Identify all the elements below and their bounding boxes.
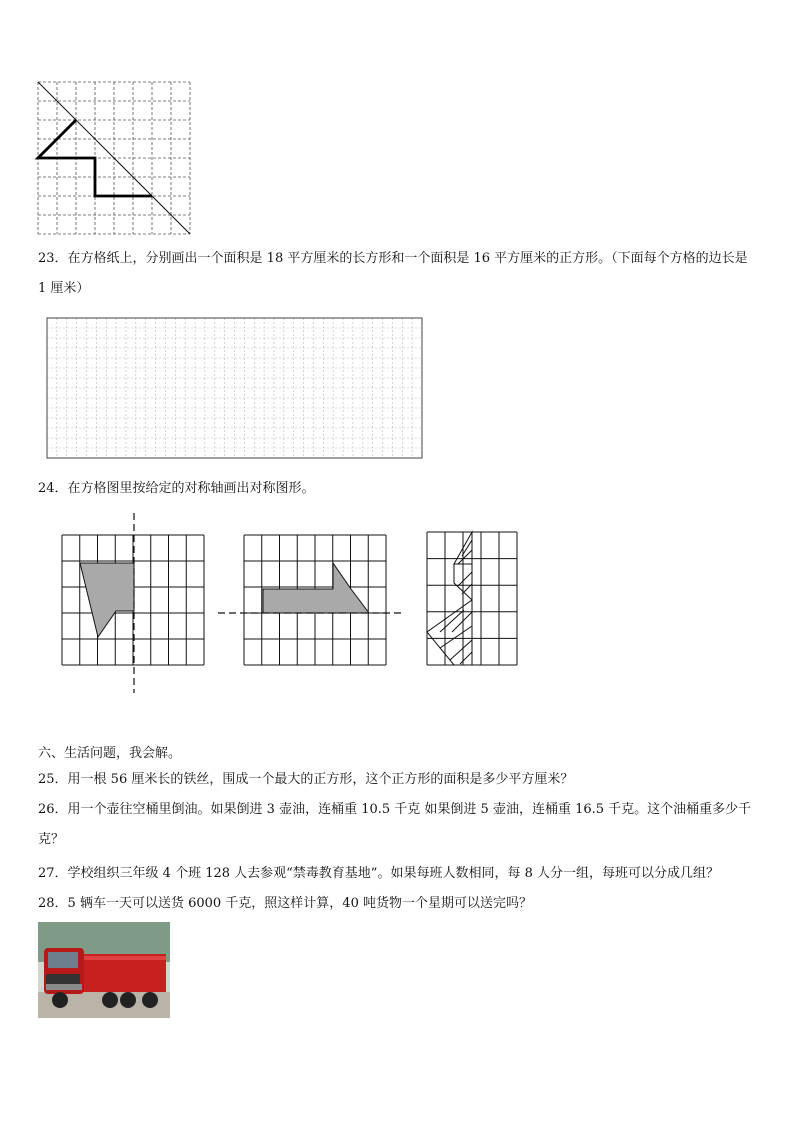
question-28: 28．5 辆车一天可以送货 6000 千克，照这样计算，40 吨货物一个星期可以送完吗？ [38, 896, 532, 911]
grid2-shaded-shape [263, 563, 369, 613]
question-25: 25．用一根 56 厘米长的铁丝，围成一个最大的正方形，这个正方形的面积是多少平方厘米？ [38, 772, 574, 787]
section-6-heading: 六、生活问题，我会解。 [38, 746, 182, 761]
question-24: 24．在方格图里按给定的对称轴画出对称图形。 [38, 481, 315, 496]
question-26: 26．用一个壶往空桶里倒油。如果倒进 3 壶油，连桶重 10.5 千克 如果倒进 5 壶油，连桶重 16.5 千克。这个油桶重多少千克？ [38, 802, 752, 847]
question-27: 27．学校组织三年级 4 个班 128 人去参观“禁毒教育基地”。如果每班人数相同，每 8 人分一组，每班可以分成几组？ [38, 866, 719, 881]
truck-photo [38, 922, 170, 1018]
grid1-shaded-shape [80, 563, 134, 637]
grid3-hatched-shape [427, 532, 472, 665]
question-23: 23．在方格纸上，分别画出一个面积是 18 平方厘米的长方形和一个面积是 16 平方厘米的正方形。（下面每个方格的边长是 1 厘米） [38, 251, 748, 296]
